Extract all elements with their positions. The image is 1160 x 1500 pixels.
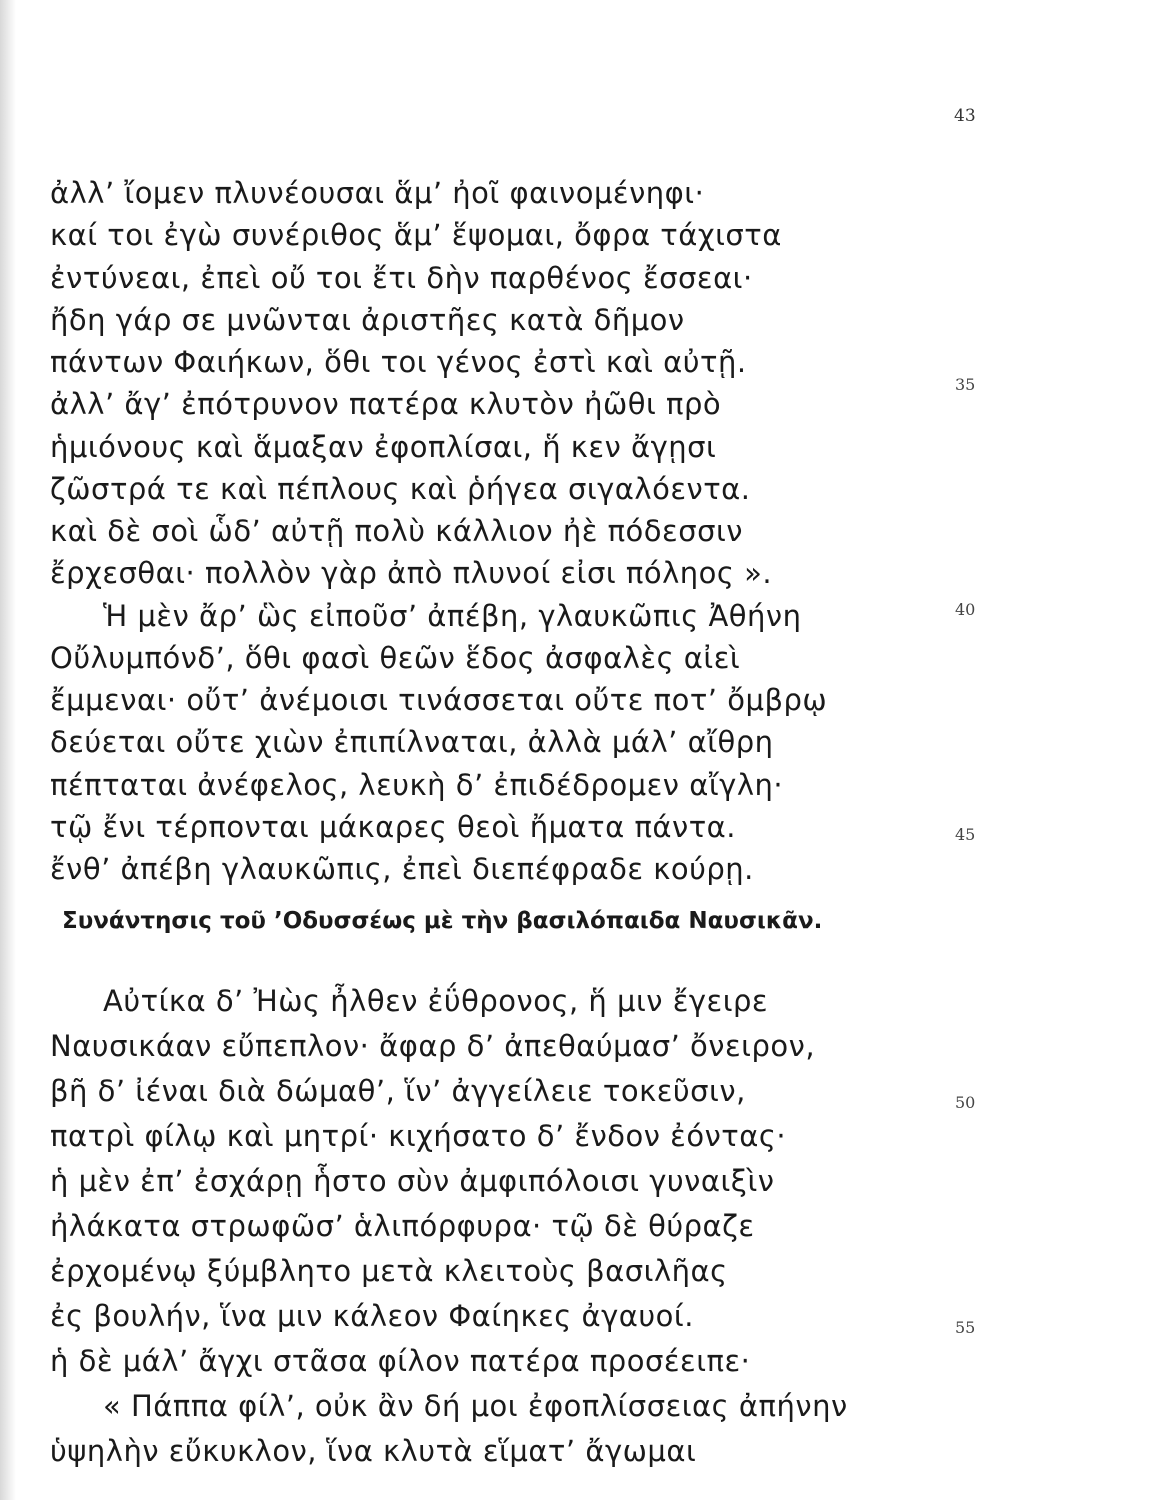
verse-line: βῆ δ’ ἰέναι διὰ δώμαθ’, ἵν’ ἀγγείλειε τοκεῦσιν, — [50, 1074, 746, 1108]
verse-line: ἔμμεναι· οὔτ’ ἀνέμοισι τινάσσεται οὔτε ποτ’ ὄμβρῳ — [50, 683, 828, 717]
verse-line: ἔνθ’ ἀπέβη γλαυκῶπις, ἐπεὶ διεπέφραδε κούρῃ. — [50, 852, 754, 886]
verse-line: ἤδη γάρ σε μνῶνται ἀριστῆες κατὰ δῆμον — [50, 302, 685, 337]
verse-line: ἀλλ’ ἴομεν πλυνέουσαι ἅμ’ ἠοῖ φαινομένηφι· — [50, 176, 705, 210]
verse-line: ἡ δὲ μάλ’ ἄγχι στᾶσα φίλον πατέρα προσέειπε· — [50, 1344, 751, 1378]
verse-line: δεύεται οὔτε χιὼν ἐπιπίλναται, ἀλλὰ μάλ’ αἴθρη — [50, 725, 774, 760]
verse-line: καὶ δὲ σοὶ ὧδ’ αὐτῇ πολὺ κάλλιον ἠὲ πόδεσσιν — [50, 514, 743, 548]
verse-line: ἡμιόνους καὶ ἅμαξαν ἐφοπλίσαι, ἥ κεν ἄγῃσι — [50, 429, 717, 464]
verse-line: πέπταται ἀνέφελος, λευκὴ δ’ ἐπιδέδρομεν αἴγλη· — [50, 767, 784, 802]
verse-line: ἡ μὲν ἐπ’ ἐσχάρῃ ἧστο σὺν ἀμφιπόλοισι γυναιξὶν — [50, 1164, 775, 1198]
verse-line: πατρὶ φίλῳ καὶ μητρί· κιχήσατο δ’ ἔνδον ἐόντας· — [50, 1119, 787, 1153]
verse-line: ἔρχεσθαι· πολλὸν γὰρ ἀπὸ πλυνοί εἰσι πόληος ». — [50, 556, 773, 591]
page-gutter-shadow — [0, 0, 16, 1500]
verse-line: Ναυσικάαν εὔπεπλον· ἄφαρ δ’ ἀπεθαύμασ’ ὄνειρον, — [50, 1029, 816, 1063]
section-heading: Συνάντησις τοῦ ’Οδυσσέως μὲ τὴν βασιλόπαιδα Ναυσικᾶν. — [62, 908, 823, 934]
verse-line: Αὐτίκα δ’ Ἠὼς ἦλθεν ἐΰθρονος, ἥ μιν ἔγειρε — [103, 984, 769, 1018]
line-number: 35 — [955, 375, 976, 394]
verse-line: ἐς βουλήν, ἵνα μιν κάλεον Φαίηκες ἀγαυοί. — [50, 1299, 694, 1333]
line-number: 45 — [955, 825, 976, 844]
verse-line: τῷ ἔνι τέρπονται μάκαρες θεοὶ ἤματα πάντα. — [50, 809, 737, 844]
line-number: 40 — [955, 600, 976, 619]
verse-line: ἐρχομένῳ ξύμβλητο μετὰ κλειτοὺς βασιλῆας — [50, 1254, 728, 1288]
verse-line: ὑψηλὴν εὔκυκλον, ἵνα κλυτὰ εἵματ’ ἄγωμαι — [50, 1434, 697, 1468]
verse-line: Οὔλυμπόνδ’, ὅθι φασὶ θεῶν ἕδος ἀσφαλὲς αἰεὶ — [50, 640, 741, 675]
verse-line: καί τοι ἐγὼ συνέριθος ἅμ’ ἕψομαι, ὄφρα τάχιστα — [50, 218, 782, 253]
verse-line: ζῶστρά τε καὶ πέπλους καὶ ῥήγεα σιγαλόεντα. — [50, 471, 751, 506]
verse-line: ἠλάκατα στρωφῶσ’ ἁλιπόρφυρα· τῷ δὲ θύραζε — [50, 1209, 755, 1243]
verse-line: ἐντύνεαι, ἐπεὶ οὔ τοι ἔτι δὴν παρθένος ἔσσεαι· — [50, 260, 753, 295]
page-number: 43 — [954, 106, 976, 126]
verse-line: πάντων Φαιήκων, ὅθι τοι γένος ἐστὶ καὶ αὐτῇ. — [50, 345, 747, 379]
verse-line: Ἡ μὲν ἄρ’ ὣς εἰποῦσ’ ἀπέβη, γλαυκῶπις Ἀθήνη — [103, 598, 802, 633]
line-number: 50 — [955, 1093, 976, 1112]
line-number: 55 — [955, 1318, 976, 1337]
verse-line: « Πάππα φίλ’, οὐκ ἂν δή μοι ἐφοπλίσσειας ἀπήνην — [103, 1389, 848, 1423]
verse-line: ἀλλ’ ἄγ’ ἐπότρυνον πατέρα κλυτὸν ἠῶθι πρὸ — [50, 387, 722, 422]
